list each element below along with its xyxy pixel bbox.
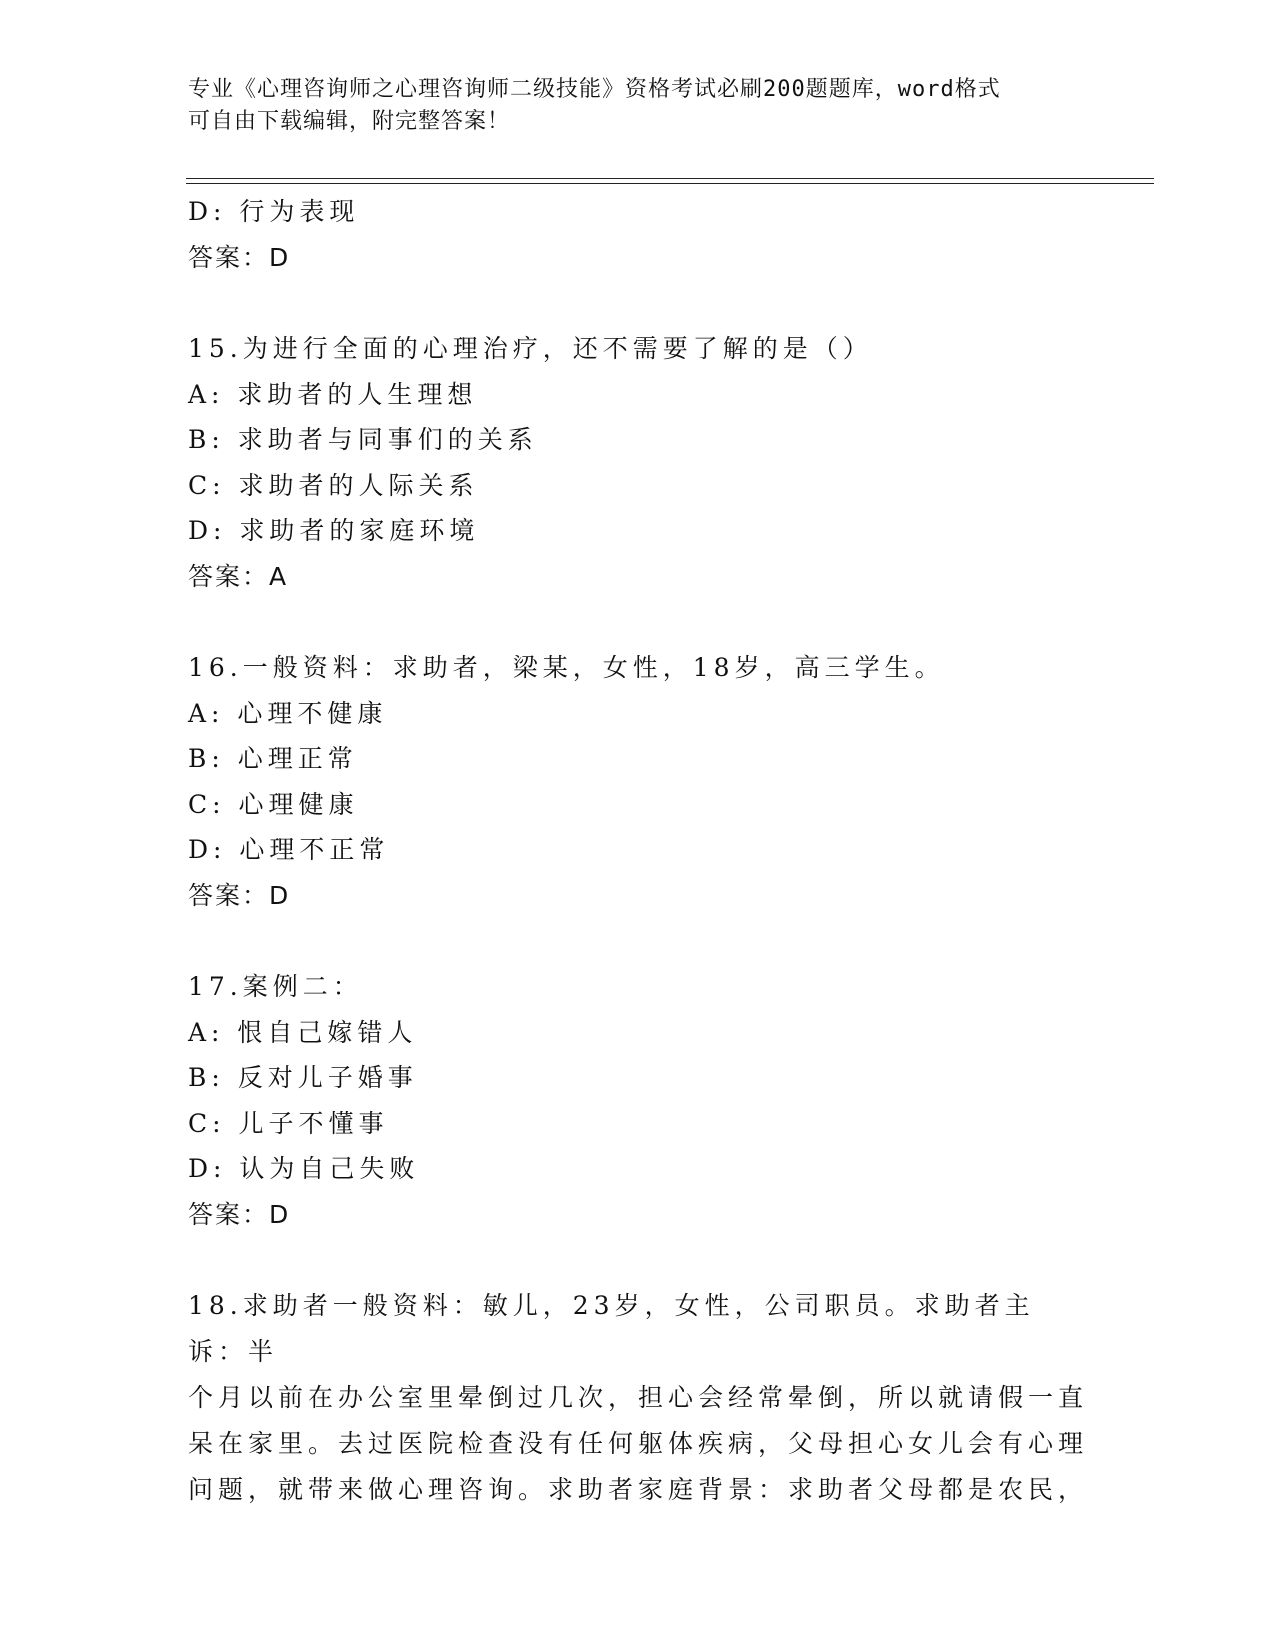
option-c: C: 儿子不懂事 xyxy=(188,1108,389,1138)
option-a: A: 恨自己嫁错人 xyxy=(188,1017,418,1047)
option-c: C: 心理健康 xyxy=(188,789,359,819)
option-d: D: 心理不正常 xyxy=(188,835,390,864)
question-15-stem: 15.为进行全面的心理治疗，还不需要了解的是（） xyxy=(188,334,873,363)
question-17-stem: 17.案例二： xyxy=(188,972,363,1001)
question-18-line: 18.求助者一般资料：敏儿，23岁，女性，公司职员。求助者主诉：半 xyxy=(188,1291,1035,1366)
header-divider-top xyxy=(186,178,1154,179)
option-d: D: 求助者的家庭环境 xyxy=(188,516,480,545)
option-a: A: 求助者的人生理想 xyxy=(188,379,478,409)
option-a: A: 心理不健康 xyxy=(188,698,388,728)
question-18-stem xyxy=(188,1283,1088,1513)
question-18-line: 个月以前在办公室里晕倒过几次，担心会经常晕倒，所以就请假一直 xyxy=(188,1383,1089,1412)
page-header xyxy=(188,74,1068,138)
spacer xyxy=(188,280,1088,326)
question-18-line: 问题，就带来做心理咨询。求助者家庭背景：求助者父母都是农民， xyxy=(188,1475,1089,1504)
answer-line: 答案：D xyxy=(188,1199,291,1229)
question-18-line: 呆在家里。去过医院检查没有任何躯体疾病，父母担心女儿会有心理 xyxy=(188,1429,1089,1458)
option-d: D: 认为自己失败 xyxy=(188,1154,420,1183)
spacer xyxy=(188,599,1088,645)
answer-line: 答案：D xyxy=(188,880,291,910)
answer-line: 答案：D xyxy=(188,242,291,272)
question-16-stem: 16.一般资料：求助者，梁某，女性，18岁，高三学生。 xyxy=(188,653,945,682)
option-d: D: 行为表现 xyxy=(188,197,360,226)
option-b: B: 求助者与同事们的关系 xyxy=(188,425,538,454)
option-b: B: 反对儿子婚事 xyxy=(188,1063,418,1092)
spacer xyxy=(188,1237,1088,1283)
option-b: B: 心理正常 xyxy=(188,744,358,773)
question-content xyxy=(188,189,1088,1513)
header-divider-bottom xyxy=(186,183,1154,184)
spacer xyxy=(188,918,1088,964)
option-c: C: 求助者的人际关系 xyxy=(188,470,479,500)
header-line-2: 可自由下载编辑，附完整答案！ xyxy=(188,109,511,134)
header-line-1: 专业《心理咨询师之心理咨询师二级技能》资格考试必刷200题题库，word格式 xyxy=(188,77,1001,102)
answer-line: 答案：A xyxy=(188,561,289,591)
